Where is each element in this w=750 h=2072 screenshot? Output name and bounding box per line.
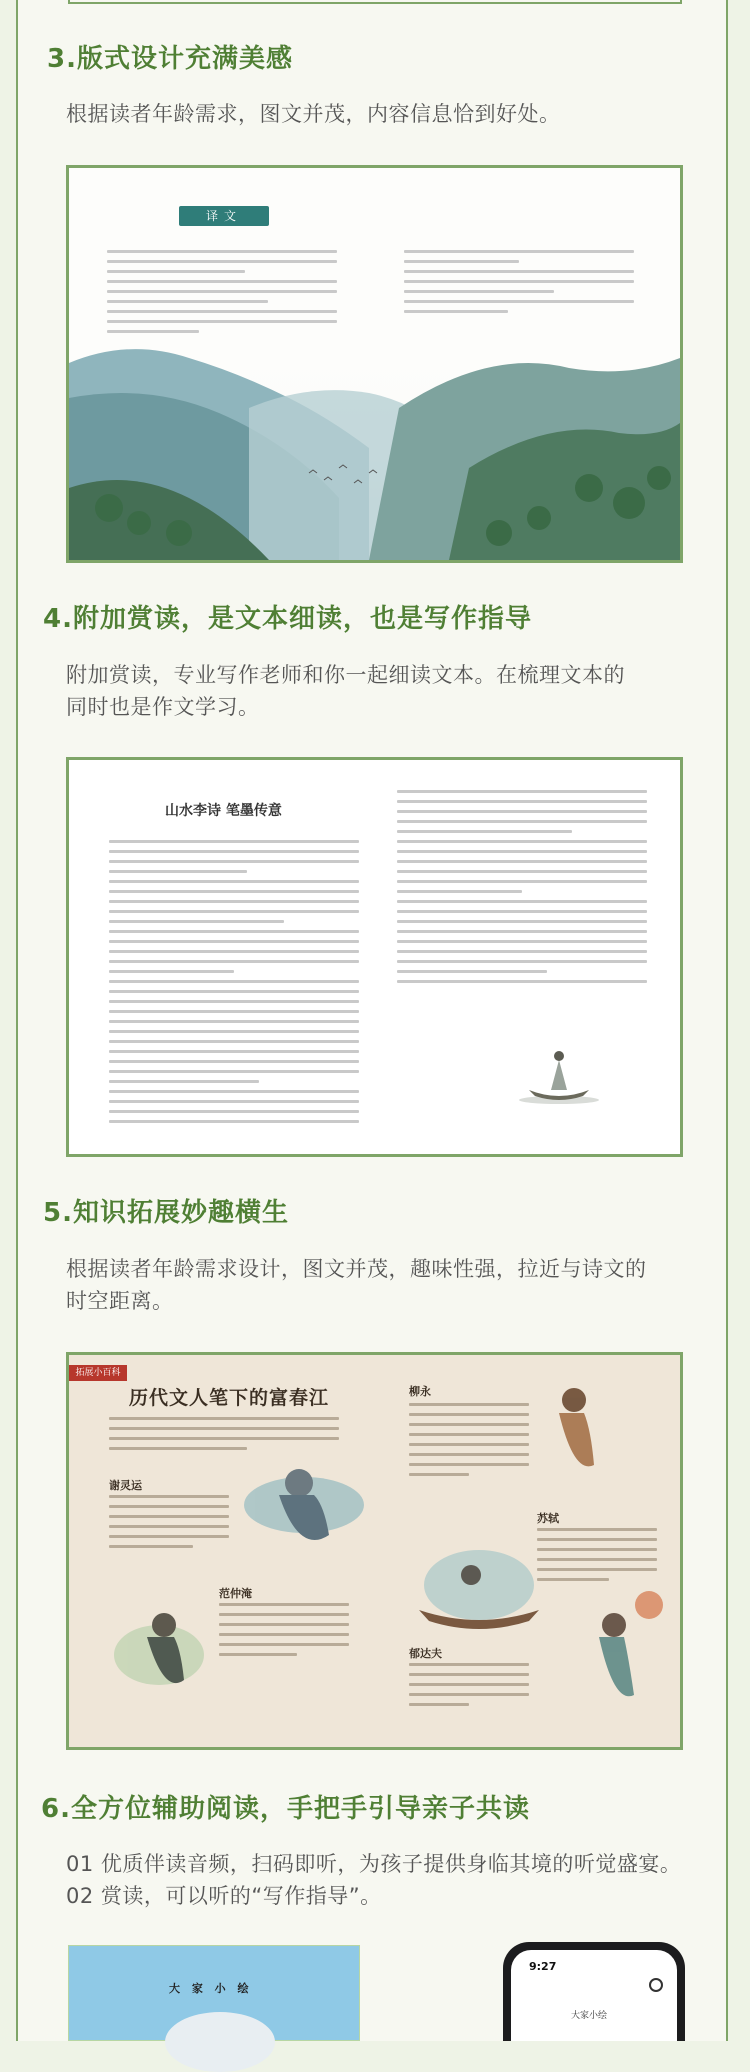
appreciation-sample-image xyxy=(66,757,683,1157)
section-6-text xyxy=(66,1848,681,1912)
knowledge-sample-image xyxy=(66,1352,683,1750)
phone-mockup xyxy=(503,1942,685,2041)
section-5-line-1: 根据读者年龄需求设计，图文并茂，趣味性强，拉近与诗文的 xyxy=(66,1257,647,1281)
section-5-text xyxy=(66,1253,647,1317)
target-icon[interactable] xyxy=(649,1978,663,1992)
section-4-heading: 4.附加赏读，是文本细读，也是写作指导 xyxy=(43,604,532,634)
layout-sample-image xyxy=(66,165,683,563)
phone-time: 9:27 xyxy=(529,1960,557,1973)
article-text-left xyxy=(109,840,359,1130)
section-3-text: 根据读者年龄需求，图文并茂，内容信息恰到好处。 xyxy=(66,102,561,126)
boat-illustration xyxy=(509,1020,609,1120)
cover-circle xyxy=(165,2012,275,2072)
translation-badge: 译文 xyxy=(179,206,269,226)
phone-screen xyxy=(511,1950,677,2041)
poet-name-3: 柳永 xyxy=(409,1385,431,1398)
article-text-right xyxy=(397,790,647,990)
poet-name-1: 谢灵运 xyxy=(109,1479,142,1492)
poet-name-2: 范仲淹 xyxy=(219,1587,252,1600)
section-5-line-2: 时空距离。 xyxy=(66,1289,174,1313)
phone-app-label: 大家小绘 xyxy=(571,2011,608,2021)
section-4-text xyxy=(66,659,625,723)
poet-name-5: 郁达夫 xyxy=(409,1647,442,1660)
book-cover-preview xyxy=(68,1945,360,2041)
section-6-heading: 6.全方位辅助阅读，手把手引导亲子共读 xyxy=(41,1794,530,1824)
book-cover-title: 大 家 小 绘 xyxy=(169,1982,253,1995)
section-6-line-2: 02 赏读，可以听的“写作指导”。 xyxy=(66,1884,382,1908)
section-3-heading: 3.版式设计充满美感 xyxy=(47,44,293,74)
encyclopedia-tag: 拓展小百科 xyxy=(69,1365,127,1381)
sample-article-title: 山水李诗 笔墨传意 xyxy=(165,803,282,819)
previous-panel-edge xyxy=(68,0,682,4)
section-5-heading: 5.知识拓展妙趣横生 xyxy=(43,1198,289,1228)
landscape-illustration xyxy=(69,168,680,560)
poet-name-4: 苏轼 xyxy=(537,1512,559,1525)
knowledge-title: 历代文人笔下的富春江 xyxy=(129,1387,330,1409)
poet-figures-illustration xyxy=(69,1355,680,1747)
section-4-line-2: 同时也是作文学习。 xyxy=(66,695,260,719)
section-4-line-1: 附加赏读，专业写作老师和你一起细读文本。在梳理文本的 xyxy=(66,663,625,687)
section-6-line-1: 01 优质伴读音频，扫码即听，为孩子提供身临其境的听觉盛宴。 xyxy=(66,1852,682,1876)
